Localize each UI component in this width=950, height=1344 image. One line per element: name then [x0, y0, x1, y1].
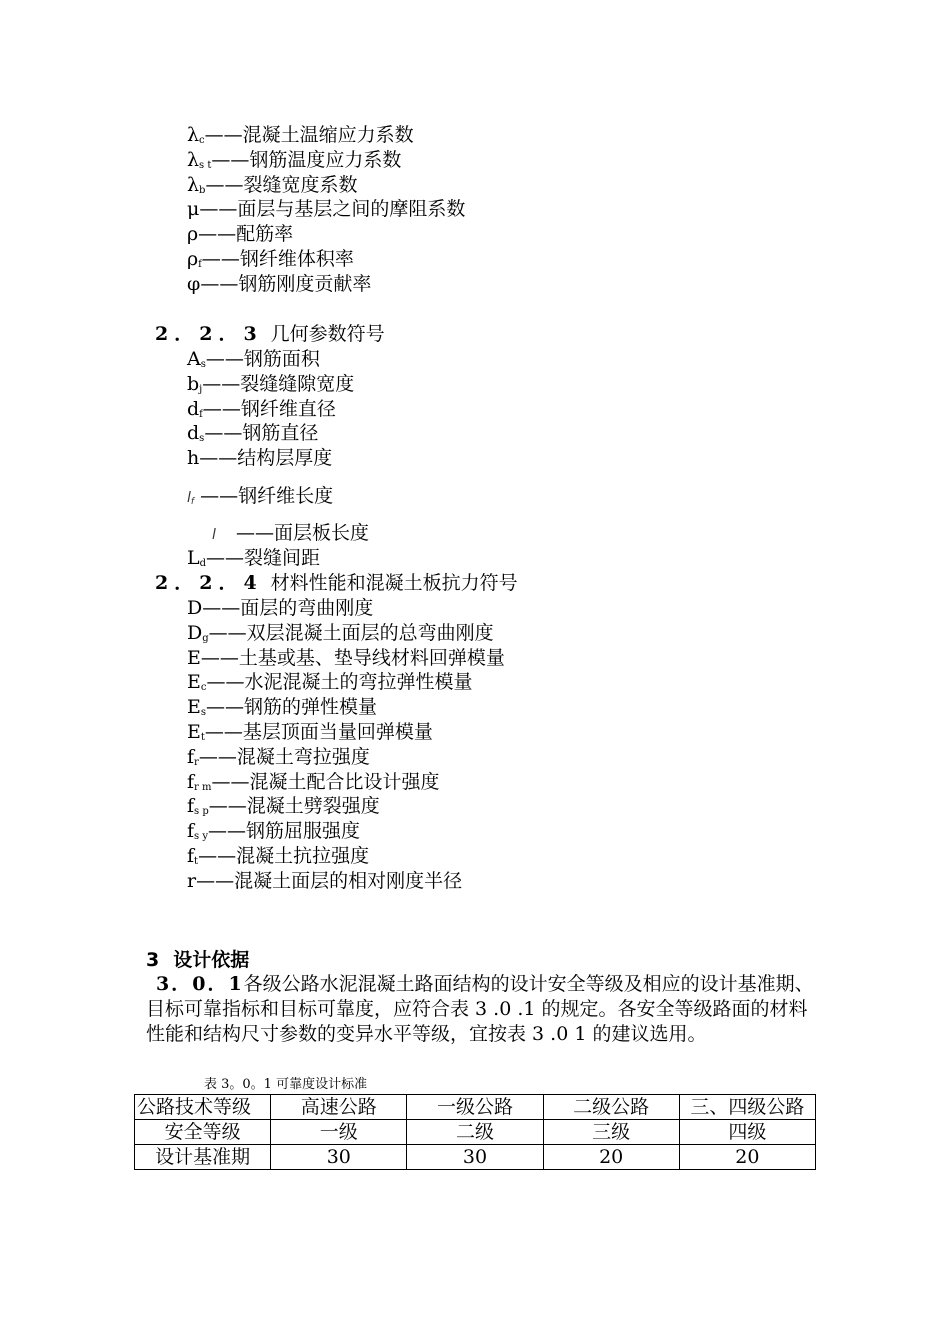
- table-cell: 30: [407, 1145, 543, 1170]
- symbol: h: [187, 447, 200, 470]
- symbol: f: [187, 820, 195, 843]
- chapter-title: 设计依据: [173, 949, 250, 971]
- symbol-subscript: b: [199, 184, 206, 196]
- table-cell: 20: [543, 1145, 679, 1170]
- symbol: L: [187, 547, 200, 569]
- symbol: E: [187, 721, 201, 743]
- symbol-description: ——结构层厚度: [199, 447, 333, 470]
- symbol-description: ——配筋率: [198, 223, 294, 246]
- symbol-line: [187, 869, 462, 899]
- section-number: 2．2．4: [155, 572, 263, 594]
- clause-text: 各级公路水泥混凝土路面结构的设计安全等级及相应的设计基准期、目标可靠指标和目标可靠度，应符合表 3 .0 .1 的规定。各安全等级路面的材料性能和结构尺寸参数的变异水平等级，宜按表 3 .0 1 的建议选用。: [146, 973, 814, 1045]
- symbol: f: [187, 795, 195, 818]
- symbol-subscript: j: [199, 383, 203, 395]
- symbol-subscript: s: [200, 359, 206, 370]
- symbol-description: ——裂缝宽度系数: [205, 173, 358, 196]
- table-header-cell: 二级公路: [543, 1095, 679, 1120]
- table-row: [135, 1120, 816, 1145]
- symbol-description: ——混凝土抗拉强度: [198, 845, 370, 867]
- symbol-description: ——钢纤维体积率: [201, 248, 354, 270]
- clause-paragraph: [146, 972, 818, 1047]
- symbol-description: ——面层的弯曲刚度: [202, 597, 374, 619]
- symbol-subscript: f: [199, 408, 203, 420]
- reliability-table: [134, 1094, 816, 1170]
- table-caption: 表 3。0。1 可靠度设计标准: [204, 1077, 368, 1092]
- table-header-row: [135, 1095, 816, 1120]
- symbol: f: [187, 745, 195, 768]
- symbol-description: ——面层板长度: [235, 522, 369, 544]
- symbol: f: [187, 845, 195, 867]
- symbol: D: [187, 621, 203, 644]
- clause-number: 3．0．1: [156, 973, 244, 995]
- section-number: 2．2．3: [155, 323, 263, 345]
- symbol-description: ——水泥混凝土的弯拉弹性模量: [206, 671, 473, 694]
- symbol-subscript: t: [194, 856, 199, 867]
- symbol-description: ——混凝土劈裂强度: [208, 795, 380, 818]
- chapter-number: 3: [146, 949, 160, 971]
- table-cell: 设计基准期: [135, 1145, 271, 1170]
- section-title: 几何参数符号: [270, 323, 385, 345]
- symbol-line: [187, 446, 332, 476]
- symbol-description: ——钢纤维长度: [200, 485, 334, 507]
- table-cell: 三级: [543, 1120, 679, 1145]
- symbol-line: [187, 484, 333, 515]
- symbol: d: [187, 422, 200, 445]
- symbol: E: [187, 671, 201, 694]
- symbol-description: ——混凝土温缩应力系数: [204, 124, 414, 146]
- symbol-description: ——钢筋直径: [204, 422, 319, 445]
- symbol: d: [187, 397, 200, 420]
- symbol: A: [187, 348, 201, 370]
- symbol-line: [187, 272, 371, 302]
- symbol-description: ——钢筋面积: [205, 348, 320, 370]
- symbol-description: ——钢筋屈服强度: [208, 820, 361, 843]
- symbol: λ: [187, 124, 200, 146]
- section-heading-2-2-3: [155, 322, 385, 347]
- symbol-subscript: r: [194, 756, 199, 768]
- symbol-description: ——混凝土面层的相对刚度半径: [196, 869, 463, 892]
- symbol: ρ: [187, 248, 199, 270]
- table-header-cell: 高速公路: [271, 1095, 407, 1120]
- symbol: λ: [187, 148, 200, 171]
- symbol: E: [187, 646, 201, 669]
- table-cell: 四级: [679, 1120, 815, 1145]
- table-cell: 二级: [407, 1120, 543, 1145]
- symbol-subscript: s t: [199, 159, 212, 171]
- symbol: l: [212, 527, 216, 543]
- symbol-subscript: c: [200, 682, 207, 694]
- symbol-description: ——钢筋刚度贡献率: [200, 272, 372, 295]
- table-cell: 一级: [271, 1120, 407, 1145]
- symbol-description: ——基层顶面当量回弹模量: [204, 721, 433, 743]
- table-cell: 30: [271, 1145, 407, 1170]
- symbol: λ: [187, 173, 200, 196]
- symbol-subscript: s p: [194, 806, 209, 818]
- symbol-subscript: f: [190, 497, 195, 507]
- symbol-description: ——混凝土配合比设计强度: [211, 770, 440, 793]
- symbol: r: [187, 869, 197, 892]
- table-header-cell: 公路技术等级: [135, 1095, 271, 1120]
- symbol-description: ——裂缝间距: [206, 547, 321, 569]
- symbol: D: [187, 597, 203, 619]
- table-header-cell: 一级公路: [407, 1095, 543, 1120]
- symbol-subscript: f: [198, 259, 202, 270]
- symbol: μ: [187, 198, 200, 221]
- symbol-line: [212, 521, 369, 548]
- symbol: l: [187, 490, 191, 506]
- symbol-subscript: r m: [194, 781, 212, 793]
- symbol: b: [187, 372, 200, 395]
- symbol-description: ——裂缝缝隙宽度: [202, 372, 355, 395]
- symbol-subscript: s: [199, 433, 205, 445]
- symbol-subscript: s y: [194, 831, 209, 843]
- chapter-heading: [146, 945, 249, 972]
- symbol-description: ——面层与基层之间的摩阻系数: [199, 198, 466, 221]
- symbol-description: ——土基或基、垫导线材料回弹模量: [200, 646, 505, 669]
- table-row: [135, 1145, 816, 1170]
- symbol-subscript: s: [200, 707, 207, 719]
- table-cell: 20: [679, 1145, 815, 1170]
- symbol-description: ——钢纤维直径: [202, 397, 336, 420]
- symbol-description: ——钢筋温度应力系数: [211, 148, 402, 171]
- table-cell: 安全等级: [135, 1120, 271, 1145]
- symbol-subscript: t: [200, 732, 205, 743]
- symbol: φ: [187, 272, 201, 295]
- symbol-description: ——双层混凝土面层的总弯曲刚度: [208, 621, 494, 644]
- table-header-cell: 三、四级公路: [679, 1095, 815, 1120]
- section-heading-2-2-4: [155, 571, 518, 596]
- symbol-description: ——钢筋的弹性模量: [206, 696, 378, 719]
- symbol: ρ: [187, 223, 199, 246]
- symbol-subscript: g: [202, 632, 209, 644]
- symbol: f: [187, 770, 195, 793]
- symbol: E: [187, 696, 201, 719]
- section-title: 材料性能和混凝土板抗力符号: [270, 572, 518, 594]
- symbol-subscript: c: [199, 135, 205, 146]
- symbol-description: ——混凝土弯拉强度: [198, 745, 370, 768]
- symbol-subscript: d: [199, 558, 207, 569]
